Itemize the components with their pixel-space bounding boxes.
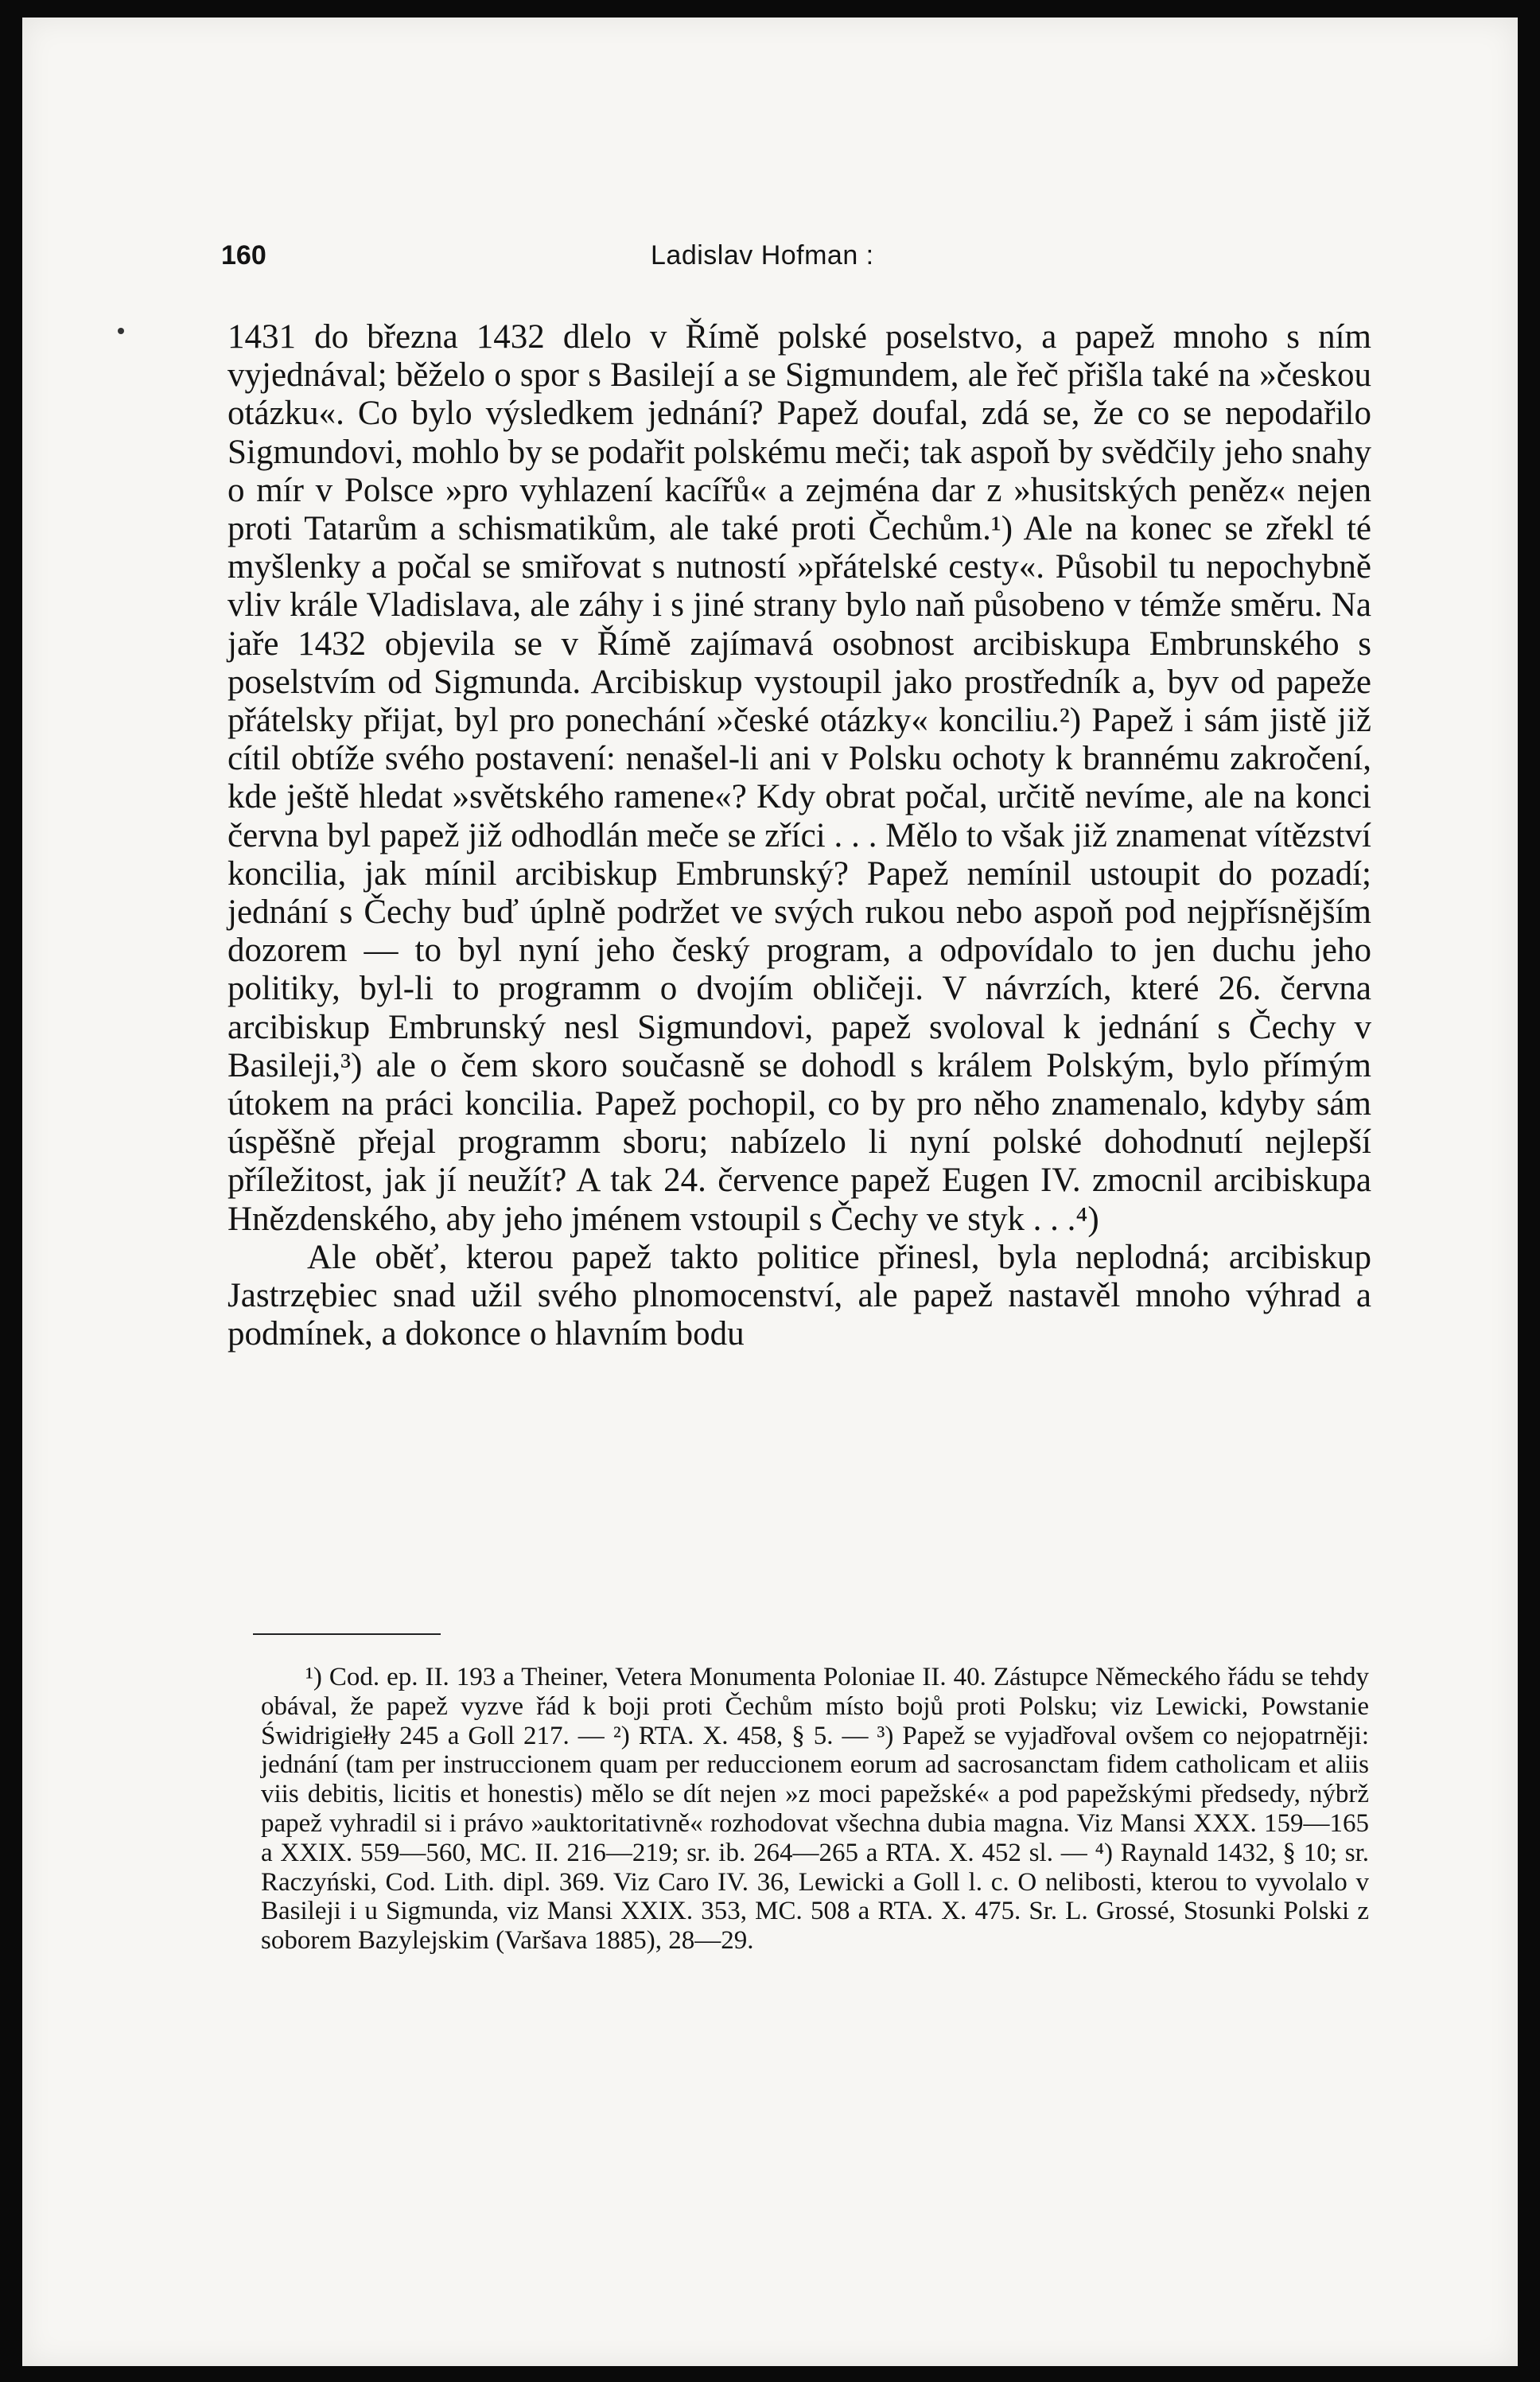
footnote-text: ¹) Cod. ep. II. 193 a Theiner, Vetera Monumenta Poloniae II. 40. Zástupce Německého řádu se tehdy obával, že papež vyzve řád k boji proti Čechům místo bojů proti Polsku; viz Lewicki, Powstanie Świdrigiełły 245 a Goll 217. — ²) RTA. X. 458, § 5. — ³) Papež se vyjadřoval ovšem co nejopatrněji: jednání (tam per instruccionem quam per reduccionem eorum ad sacrosanctam fidem catholicam et aliis viis debitis, licitis et honestis) mělo se dít nejen »z moci papežské« a pod papežskými předsedy, nýbrž papež vyhradil si i právo »auktoritativně« rozhodovat všechna dubia magna. Viz Mansi XXX. 159—165 a XXIX. 559—560, MC. II. 216—219; sr. ib. 264—265 a RTA. X. 452 sl. — ⁴) Raynald 1432, § 10; sr. Raczyński, Cod. Lith. dipl. 369. Viz Caro IV. 36, Lewicki a Goll l. c. O nelibosti, kterou to vyvolalo v Basileji i u Sigmunda, viz Mansi XXIX. 353, MC. 508 a RTA. X. 475. Sr. L. Grossé, Stosunki Polski z soborem Bazylejskim (Varšava 1885), 28—29.: [261, 1663, 1369, 1956]
paragraph: 1431 do března 1432 dlelo v Římě polské poselstvo, a papež mnoho s ním vyjednával; běželo o spor s Basilejí a se Sigmundem, ale řeč přišla také na »českou otázku«. Co bylo výsledkem jednání? Papež doufal, zdá se, že co se nepodařilo Sigmundovi, mohlo by se podařit polskému meči; tak aspoň by svědčily jeho snahy o mír v Polsce »pro vyhlazení kacířů« a zejména dar z »husitských peněz« nejen proti Tatarům a schismatikům, ale také proti Čechům.¹) Ale na konec se zřekl té myšlenky a počal se smiřovat s nutností »přátelské cesty«. Působil tu nepochybně vliv krále Vladislava, ale záhy i s jiné strany bylo naň působeno v témže směru. Na jaře 1432 objevila se v Římě zajímavá osobnost arcibiskupa Embrunského s poselstvím od Sigmunda. Arcibiskup vystoupil jako prostředník a, byv od papeže přátelsky přijat, byl pro ponechání »české otázky« konciliu.²) Papež i sám jistě již cítil obtíže svého postavení: nenašel-li ani v Polsku ochoty k brannému zakročení, kde ještě hledat »světského ramene«? Kdy obrat počal, určitě nevíme, ale na konci června byl papež již odhodlán meče se zříci . . . Mělo to však již znamenat vítězství koncilia, jak mínil arcibiskup Embrunský? Papež nemínil ustoupit do pozadí; jednání s Čechy buď úplně podržet ve svých rukou nebo aspoň pod nejpřísnějším dozorem — to byl nyní jeho český program, a odpovídalo to jen duchu jeho politiky, byl-li to programm o dvojím obličeji. V návrzích, které 26. června arcibiskup Embrunský nesl Sigmundovi, papež svoloval k jednání s Čechy v Basileji,³) ale o čem skoro současně se dohodl s králem Polským, bylo přímým útokem na práci koncilia. Papež pochopil, co by pro něho znamenalo, kdyby sám úspěšně přejal programm sboru; nabízelo li nyní polské dohodnutí nejlepší příležitost, jak jí neužít? A tak 24. července papež Eugen IV. zmocnil arcibiskupa Hnězdenského, aby jeho jménem vstoupil s Čechy ve styk . . .⁴): [228, 318, 1371, 1238]
footnotes: [261, 1663, 1369, 1956]
paragraph: Ale oběť, kterou papež takto politice přinesl, byla neplodná; arcibiskup Jastrzębiec snad užil svého plnomocenství, ale papež nastavěl mnoho výhrad a podmínek, a dokonce o hlavním bodu: [228, 1238, 1371, 1353]
running-head: Ladislav Hofman :: [651, 240, 874, 271]
main-text: [228, 318, 1371, 1353]
footnote-divider: [253, 1633, 441, 1635]
margin-mark: [118, 328, 124, 334]
page-header: [221, 240, 1335, 288]
book-page: [22, 18, 1518, 2366]
page-number: 160: [221, 240, 266, 271]
